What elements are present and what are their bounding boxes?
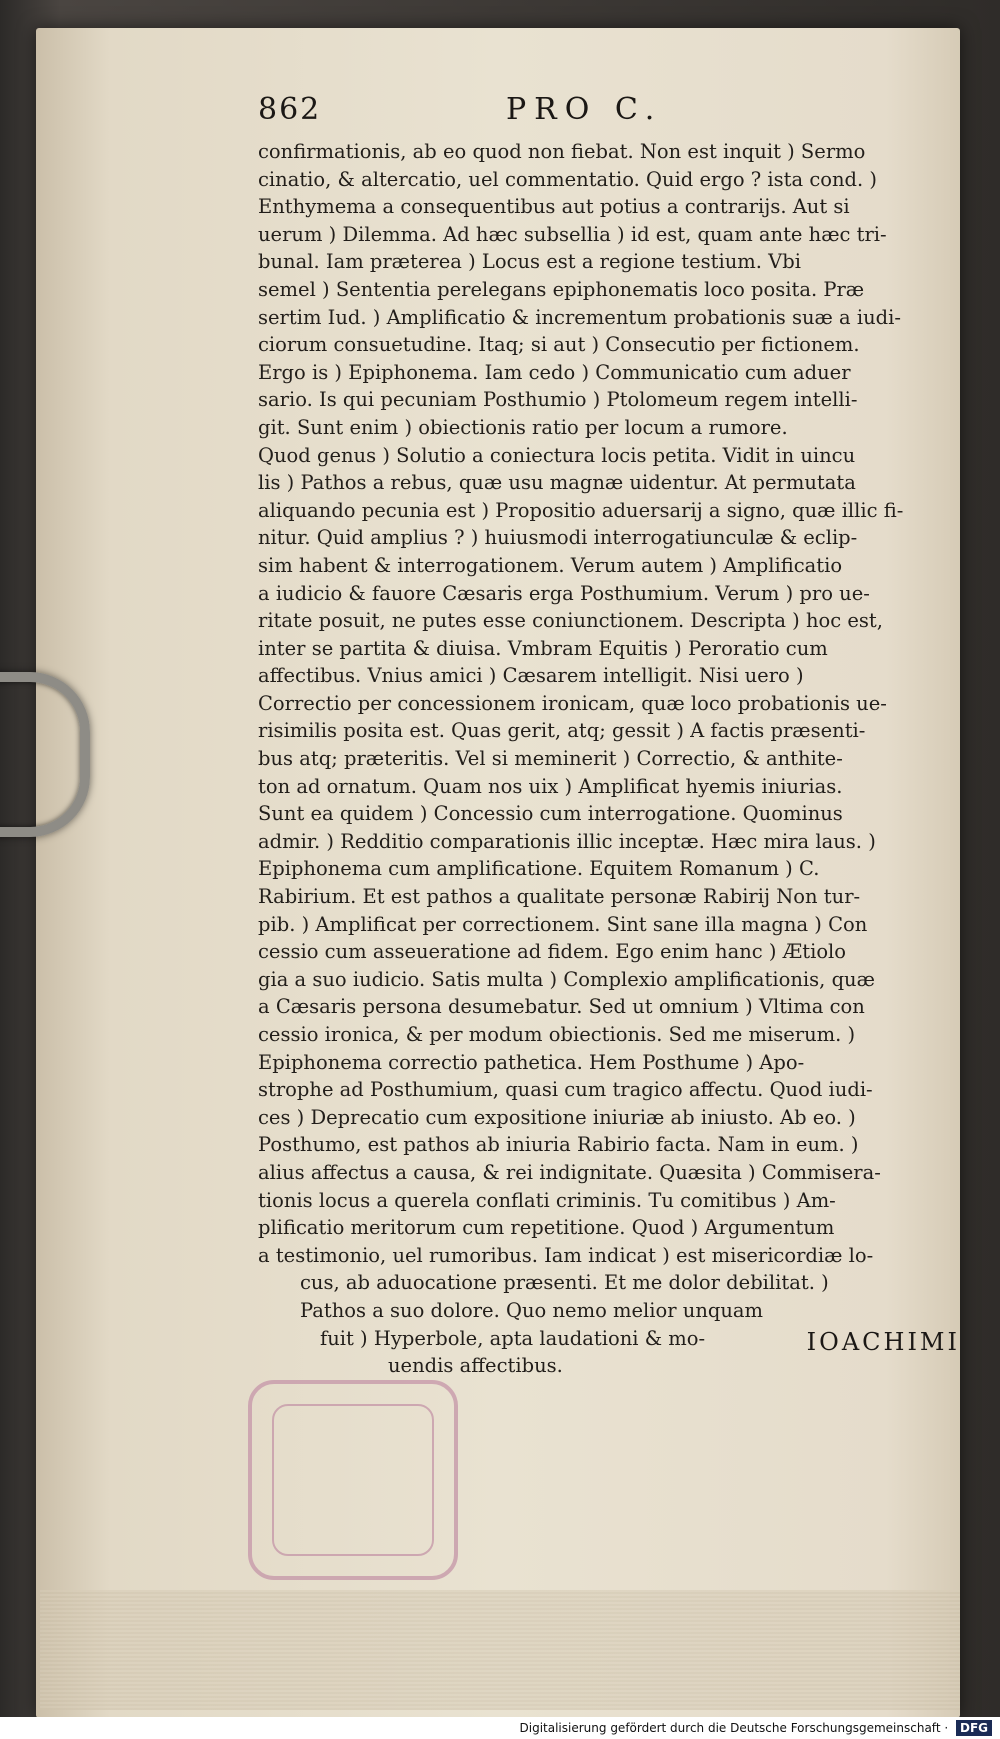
- text-line: sario. Is qui pecuniam Posthumio ) Ptolomeum regem intelli-: [258, 388, 858, 412]
- text-line: ciorum consuetudine. Itaq; si aut ) Consecutio per fictionem.: [258, 333, 860, 357]
- text-line: alius affectus a causa, & rei indignitate. Quæsita ) Commisera-: [258, 1160, 881, 1184]
- text-line: bunal. Iam præterea ) Locus est a regione testium. Vbi: [258, 250, 801, 274]
- text-line: cessio cum asseueratione ad fidem. Ego enim hanc ) Ætiolo: [258, 940, 847, 964]
- text-line: a iudicio & fauore Cæsaris erga Posthumium. Verum ) pro ue-: [258, 581, 870, 605]
- catchword: IOACHIMI: [806, 1328, 960, 1356]
- text-line: fuit ) Hyperbole, apta laudationi & mo-: [320, 1326, 706, 1350]
- running-title: PRO C.: [506, 92, 663, 127]
- body-text: [258, 138, 958, 1380]
- text-line: Epiphonema cum amplificatione. Equitem Romanum ) C.: [258, 857, 820, 881]
- text-line: semel ) Sententia perelegans epiphonematis loco posita. Præ: [258, 277, 865, 301]
- page-edges: [40, 1590, 960, 1710]
- text-line: cus, ab aduocatione præsenti. Et me dolor debilitat. ): [300, 1271, 829, 1295]
- library-stamp: [248, 1380, 458, 1580]
- text-line: sertim Iud. ) Amplificatio & incrementum probationis suæ a iudi-: [258, 305, 901, 329]
- text-line: Pathos a suo dolore. Quo nemo melior unquam: [300, 1298, 764, 1322]
- text-line: admir. ) Redditio comparationis illic inceptæ. Hæc mira laus. ): [258, 829, 876, 853]
- digitization-footer: [0, 1717, 1000, 1739]
- text-line: plificatio meritorum cum repetitione. Quod ) Argumentum: [258, 1216, 835, 1240]
- text-line: ton ad ornatum. Quam nos uix ) Amplificat hyemis iniurias.: [258, 774, 843, 798]
- text-line: Ergo is ) Epiphonema. Iam cedo ) Communicatio cum aduer: [258, 360, 851, 384]
- text-line: a testimonio, uel rumoribus. Iam indicat ) est misericordiæ lo-: [258, 1243, 874, 1267]
- page-clip: [0, 672, 90, 837]
- text-line: git. Sunt enim ) obiectionis ratio per locum a rumore.: [258, 415, 788, 439]
- footer-text: Digitalisierung gefördert durch die Deutsche Forschungsgemeinschaft ·: [519, 1721, 949, 1735]
- text-line: cinatio, & altercatio, uel commentatio. Quid ergo ? ista cond. ): [258, 167, 878, 191]
- text-line: ces ) Deprecatio cum expositione iniuriæ ab iniusto. Ab eo. ): [258, 1105, 856, 1129]
- text-line: bus atq; præteritis. Vel si meminerit ) Correctio, & anthite-: [258, 747, 843, 771]
- text-line: pib. ) Amplificat per correctionem. Sint sane illa magna ) Con: [258, 912, 868, 936]
- text-line: affectibus. Vnius amici ) Cæsarem intelligit. Nisi uero ): [258, 664, 804, 688]
- text-line: Epiphonema correctio pathetica. Hem Posthume ) Apo-: [258, 1050, 805, 1074]
- text-line: risimilis posita est. Quas gerit, atq; gessit ) A factis præsenti-: [258, 719, 866, 743]
- page-header: [258, 92, 958, 132]
- text-line: Enthymema a consequentibus aut potius a contrarijs. Aut si: [258, 195, 850, 219]
- stamp-inner-border: [272, 1404, 434, 1556]
- text-line: Quod genus ) Solutio a coniectura locis petita. Vidit in uincu: [258, 443, 856, 467]
- text-line: inter se partita & diuisa. Vmbram Equitis ) Peroratio cum: [258, 636, 828, 660]
- text-line: aliquando pecunia est ) Propositio aduersarij a signo, quæ illic fi-: [258, 498, 904, 522]
- text-line: Sunt ea quidem ) Concessio cum interrogatione. Quominus: [258, 802, 843, 826]
- text-line: lis ) Pathos a rebus, quæ usu magnæ uidentur. At permutata: [258, 471, 856, 495]
- text-line: uendis affectibus.: [388, 1354, 563, 1378]
- text-line: cessio ironica, & per modum obiectionis. Sed me miserum. ): [258, 1023, 856, 1046]
- text-line: strophe ad Posthumium, quasi cum tragico affectu. Quod iudi-: [258, 1078, 873, 1102]
- dfg-logo: DFG: [956, 1720, 992, 1736]
- text-line: confirmationis, ab eo quod non fiebat. Non est inquit ) Sermo: [258, 140, 866, 163]
- text-line: tionis locus a querela conflati criminis. Tu comitibus ) Am-: [258, 1188, 836, 1212]
- text-line: ritate posuit, ne putes esse coniunctionem. Descripta ) hoc est,: [258, 609, 883, 633]
- text-line: nitur. Quid amplius ? ) huiusmodi interrogatiunculæ & eclip-: [258, 526, 858, 550]
- text-line: uerum ) Dilemma. Ad hæc subsellia ) id est, quam ante hæc tri-: [258, 222, 887, 246]
- text-line: Posthumo, est pathos ab iniuria Rabirio facta. Nam in eum. ): [258, 1133, 859, 1157]
- text-line: gia a suo iudicio. Satis multa ) Complexio amplificationis, quæ: [258, 967, 875, 991]
- text-line: Correctio per concessionem ironicam, quæ loco probationis ue-: [258, 691, 887, 715]
- text-line: a Cæsaris persona desumebatur. Sed ut omnium ) Vltima con: [258, 995, 865, 1019]
- page-number: 862: [258, 92, 322, 127]
- text-line: sim habent & interrogationem. Verum autem ) Amplificatio: [258, 553, 843, 577]
- text-line: Rabirium. Et est pathos a qualitate personæ Rabirij Non tur-: [258, 885, 861, 909]
